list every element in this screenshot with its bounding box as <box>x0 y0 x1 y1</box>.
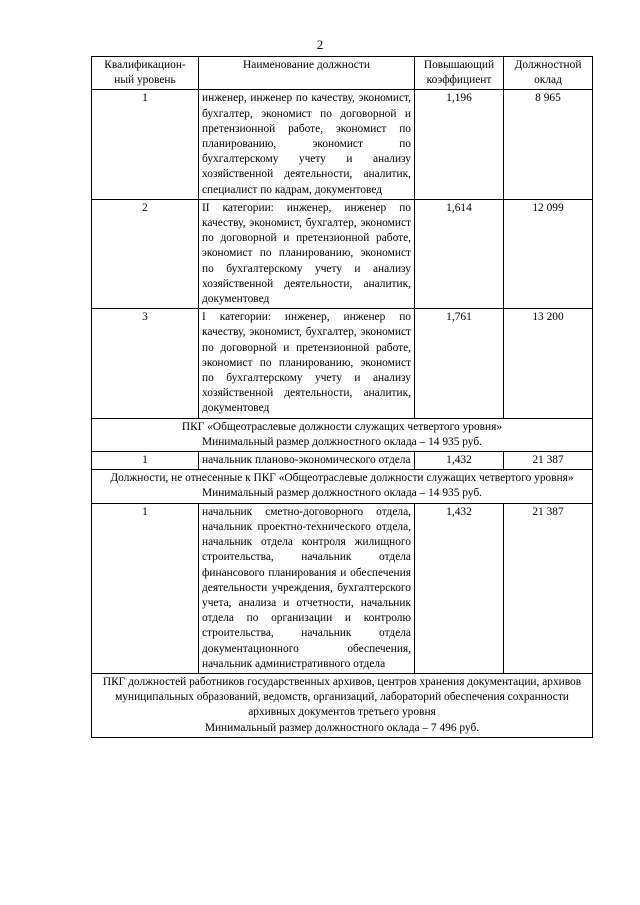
salary-table <box>91 56 593 738</box>
table-header-row <box>92 57 593 90</box>
cell-position: инженер, инженер по качеству, экономист, бухгалтер, экономист по договорной и претензионной работе, экономист по планированию, экономист по бухгалтерскому учету и анализу хозяйственной деятельности, аналитик, специалист по кадрам, документовед <box>199 90 415 199</box>
cell-level: 3 <box>92 309 199 418</box>
group-min-salary: Минимальный размер должностного оклада – 14 935 руб. <box>201 487 482 500</box>
group-min-salary: Минимальный размер должностного оклада – 7 496 руб. <box>204 721 480 734</box>
cell-position: II категории: инженер, инженер по качеству, экономист, бухгалтер, экономист по договорной и претензионной работе, экономист по планированию, экономист по бухгалтерскому учету и анализу хозяйственной деятельности, аналитик, документовед <box>199 199 415 308</box>
cell-level: 1 <box>92 452 199 470</box>
table-row <box>92 452 593 470</box>
group-header-cell <box>92 673 593 737</box>
cell-level: 1 <box>92 90 199 199</box>
table-row <box>92 503 593 673</box>
cell-level: 2 <box>92 199 199 308</box>
cell-position: I категории: инженер, инженер по качеству, экономист, бухгалтер, экономист по договорной и претензионной работе, экономист по планированию, экономист по бухгалтерскому учету и анализу хозяйственной деятельности, аналитик, документовед <box>199 309 415 418</box>
cell-salary: 12 099 <box>504 199 593 308</box>
header-salary: Должностной оклад <box>504 57 593 90</box>
group-title: Должности, не отнесенные к ПКГ «Общеотраслевые должности служащих четвертого уровня» <box>110 472 574 485</box>
header-level: Квалификацион-ный уровень <box>92 57 199 90</box>
group-header-cell <box>92 470 593 503</box>
group-header-row <box>92 673 593 737</box>
cell-salary: 21 387 <box>504 503 593 673</box>
group-header-row <box>92 418 593 451</box>
group-header-row <box>92 470 593 503</box>
group-header-cell <box>92 418 593 451</box>
cell-salary: 13 200 <box>504 309 593 418</box>
header-position: Наименование должности <box>199 57 415 90</box>
table-row <box>92 90 593 199</box>
table-row <box>92 309 593 418</box>
group-title: ПКГ «Общеотраслевые должности служащих четвертого уровня» <box>181 420 503 433</box>
cell-position: начальник планово-экономического отдела <box>199 452 415 470</box>
cell-coefficient: 1,196 <box>415 90 504 199</box>
cell-salary: 21 387 <box>504 452 593 470</box>
table-row <box>92 199 593 308</box>
cell-salary: 8 965 <box>504 90 593 199</box>
group-min-salary: Минимальный размер должностного оклада – 14 935 руб. <box>201 435 482 448</box>
group-title: ПКГ должностей работников государственных архивов, центров хранения документации, архивов муниципальных образований, ведомств, организаций, лабораторий обеспечения сохранности архивных документов третьего уровня <box>102 675 582 719</box>
cell-level: 1 <box>92 503 199 673</box>
header-coefficient: Повышающий коэффициент <box>415 57 504 90</box>
page-number: 2 <box>316 37 324 52</box>
cell-coefficient: 1,614 <box>415 199 504 308</box>
cell-coefficient: 1,432 <box>415 452 504 470</box>
cell-coefficient: 1,761 <box>415 309 504 418</box>
cell-position: начальник сметно-договорного отдела, начальник проектно-технического отдела, начальник отдела контроля жилищного строительства, начальник отдела финансового планирования и обеспечения деятельности учреждения, бухгалтерского учета, анализа и отчетности, начальник отдела по организации и контролю строительства, начальник отдела документационного обеспечения, начальник административного отдела <box>199 503 415 673</box>
cell-coefficient: 1,432 <box>415 503 504 673</box>
